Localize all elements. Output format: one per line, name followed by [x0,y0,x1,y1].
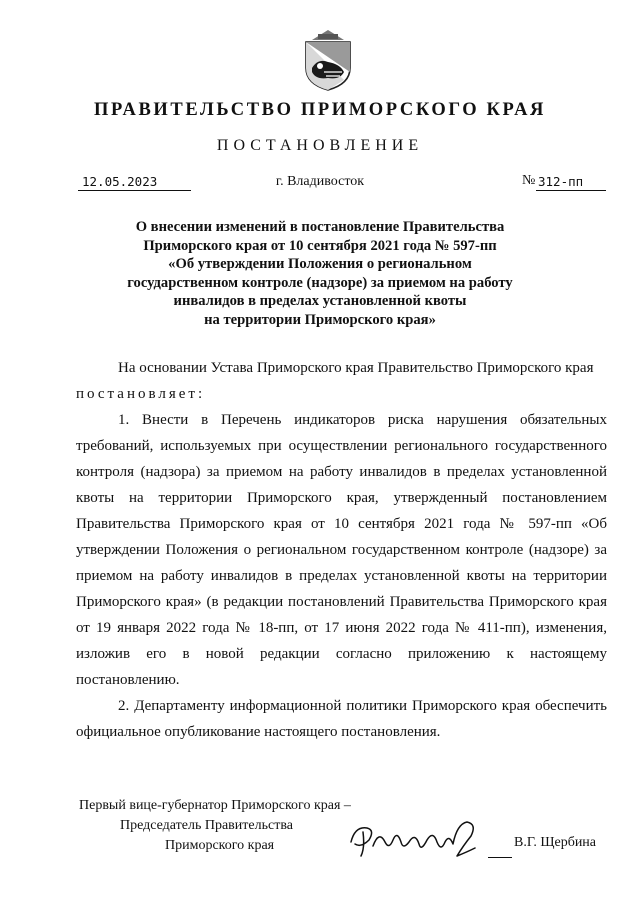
government-title: ПРАВИТЕЛЬСТВО ПРИМОРСКОГО КРАЯ [93,100,546,120]
coat-of-arms-emblem [298,28,358,92]
subject-line: инвалидов в пределах установленной квоты [173,293,467,309]
subject-line: государственном контроле (надзоре) за приемом на работу [127,274,513,291]
document-type: ПОСТАНОВЛЕНИЕ [216,137,424,154]
signature-dash [488,857,512,858]
signer-name: В.Г. Щербина [514,835,597,850]
basis-paragraph: На основании Устава Приморского края Правительство Приморского края [118,360,594,376]
city: г. Владивосток [275,174,365,189]
signer-title-line-1: Первый вице-губернатор Приморского края – [79,798,351,813]
signer-title-line-2: Председатель Правительства [120,818,293,833]
signer-title-line-3: Приморского края [165,838,275,853]
document-subject [100,218,540,329]
decrees-word: постановляет: [76,386,206,402]
number-label: № [522,173,536,188]
document-date: 12.05.2023 [82,174,158,189]
handwritten-signature [345,812,490,862]
document-number: 312-пп [538,174,584,189]
subject-line: О внесении изменений в постановление Правительства [135,219,505,235]
number-field [536,172,606,191]
subject-line: «Об утверждении Положения о региональном [168,256,472,272]
item-2-paragraph: 2. Департаменту информационной политики Приморского края обеспечить официальное опубликование настоящего постановления. [76,698,607,740]
subject-line: Приморского края от 10 сентября 2021 года № 597-пп [143,237,497,254]
subject-line: на территории Приморского края» [204,311,436,328]
item-1-paragraph: 1. Внести в Перечень индикаторов риска нарушения обязательных требований, используемых при осуществлении регионального государственного контроля (надзора) за приемом на работу инвалидов в пределах установленной квоты на территории Приморского края, утвержденный постановлением Правительства Приморского края от 10 сентября 2021 года № 597-пп «Об утверждении Положения о региональном государственном контроле (надзоре) за приемом на работу инвалидов в пределах установленной квоты на территории Приморского края» (в редакции постановлений Правительства Приморского края от 19 января 2022 года № 18-пп, от 17 июня 2022 года № 411-пп), изменения, изложив его в новой редакции согласно приложению к настоящему постановлению. [76,412,607,688]
